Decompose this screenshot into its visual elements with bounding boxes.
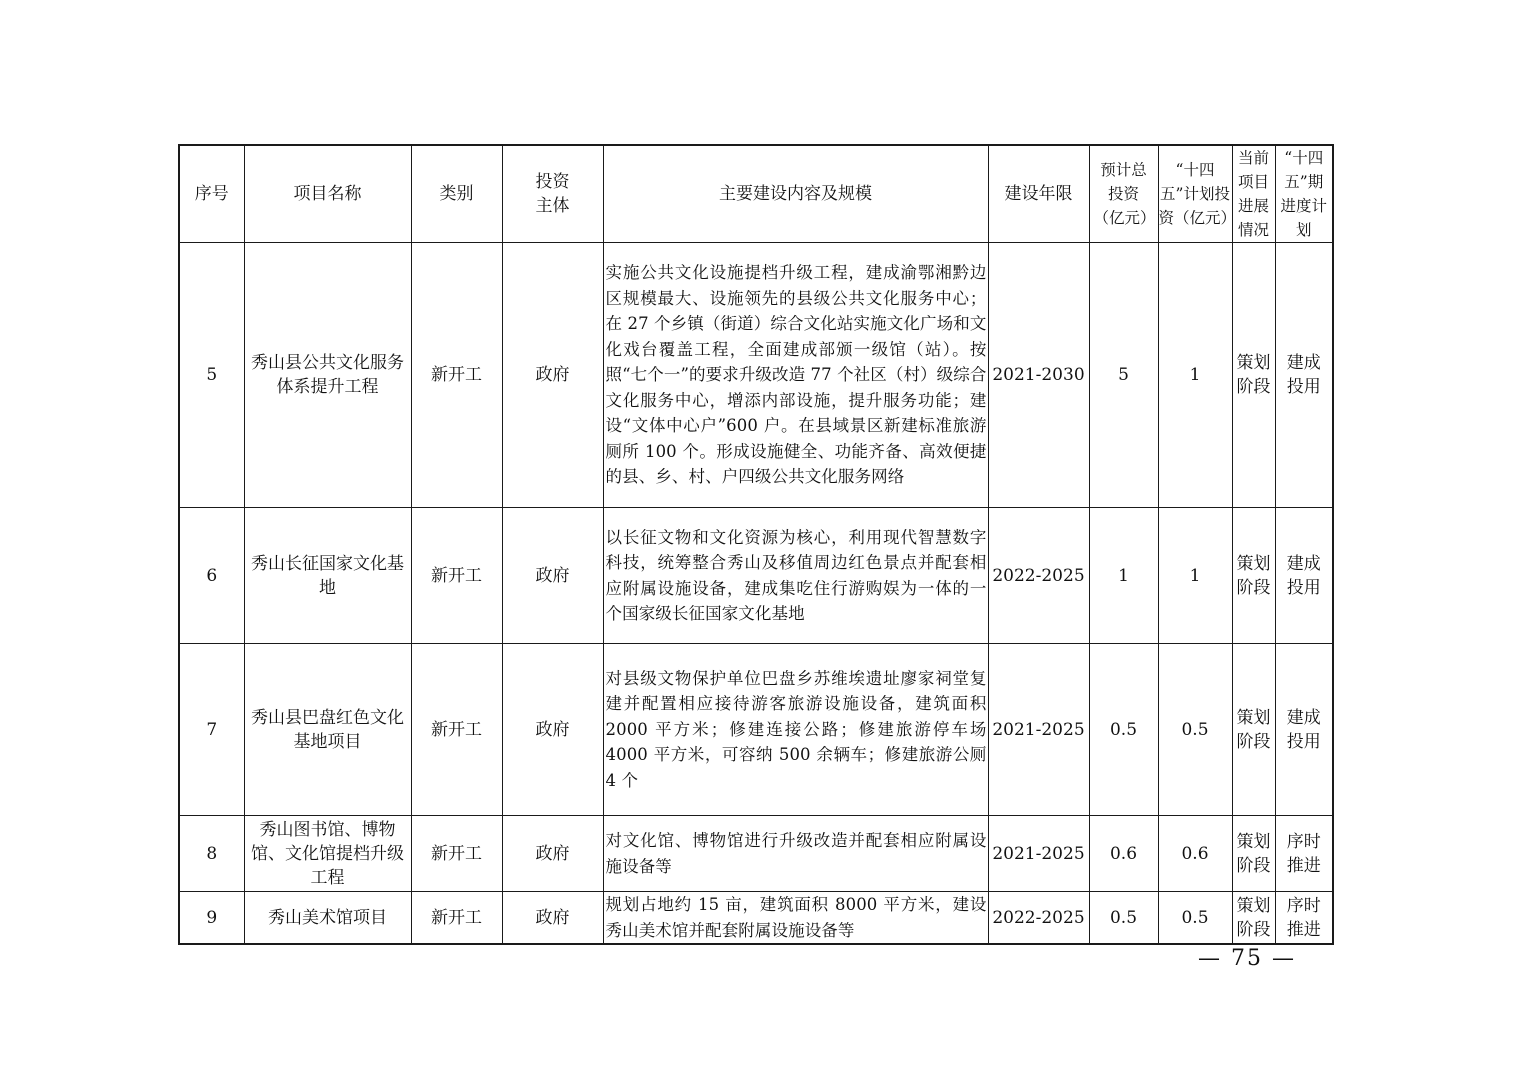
cell-investor: 政府 [502, 816, 603, 892]
cell-schedule: 序时推进 [1275, 892, 1333, 945]
cell-index: 8 [179, 816, 244, 892]
cell-period: 2021-2025 [988, 644, 1089, 816]
table-row [179, 644, 1333, 816]
cell-plan-investment: 1 [1158, 508, 1232, 644]
page-number: — 75 — [1198, 946, 1296, 971]
cell-total-investment: 5 [1089, 243, 1158, 508]
cell-plan-investment: 0.6 [1158, 816, 1232, 892]
header-plan-investment: “十四五”计划投资（亿元） [1158, 145, 1232, 243]
cell-schedule: 建成投用 [1275, 508, 1333, 644]
cell-total-investment: 0.5 [1089, 644, 1158, 816]
cell-category: 新开工 [411, 644, 502, 816]
cell-investor: 政府 [502, 892, 603, 945]
table-header-row [179, 145, 1333, 243]
cell-content: 对县级文物保护单位巴盘乡苏维埃遗址廖家祠堂复建并配置相应接待游客旅游设施设备，建筑面积 2000 平方米；修建连接公路；修建旅游停车场 4000 平方米，可容纳 500 余辆车；修建旅游公厕 4 个 [603, 644, 988, 816]
table-row [179, 892, 1333, 945]
header-investor: 投资主体 [502, 145, 603, 243]
header-name: 项目名称 [244, 145, 411, 243]
cell-name: 秀山美术馆项目 [244, 892, 411, 945]
cell-name: 秀山县巴盘红色文化基地项目 [244, 644, 411, 816]
cell-content: 实施公共文化设施提档升级工程，建成渝鄂湘黔边区规模最大、设施领先的县级公共文化服务中心；在 27 个乡镇（街道）综合文化站实施文化广场和文化戏台覆盖工程，全面建成部颁一级馆（站）。按照“七个一”的要求升级改造 77 个社区（村）级综合文化服务中心，增添内部设施，提升服务功能；建设“文体中心户”600 户。在县域景区新建标准旅游厕所 100 个。形成设施健全、功能齐备、高效便捷的县、乡、村、户四级公共文化服务网络 [603, 243, 988, 508]
cell-content: 对文化馆、博物馆进行升级改造并配套相应附属设施设备等 [603, 816, 988, 892]
header-period: 建设年限 [988, 145, 1089, 243]
cell-name: 秀山县公共文化服务体系提升工程 [244, 243, 411, 508]
table-row [179, 243, 1333, 508]
cell-period: 2022-2025 [988, 892, 1089, 945]
header-total-investment: 预计总投资（亿元） [1089, 145, 1158, 243]
cell-index: 7 [179, 644, 244, 816]
project-table [178, 144, 1334, 945]
cell-name: 秀山长征国家文化基地 [244, 508, 411, 644]
cell-investor: 政府 [502, 508, 603, 644]
cell-total-investment: 1 [1089, 508, 1158, 644]
cell-name: 秀山图书馆、博物馆、文化馆提档升级工程 [244, 816, 411, 892]
cell-content: 以长征文物和文化资源为核心，利用现代智慧数字科技，统筹整合秀山及移值周边红色景点并配套相应附属设施设备，建成集吃住行游购娱为一体的一个国家级长征国家文化基地 [603, 508, 988, 644]
cell-progress: 策划阶段 [1232, 508, 1275, 644]
cell-category: 新开工 [411, 508, 502, 644]
cell-period: 2021-2025 [988, 816, 1089, 892]
cell-plan-investment: 0.5 [1158, 892, 1232, 945]
header-content: 主要建设内容及规模 [603, 145, 988, 243]
cell-index: 6 [179, 508, 244, 644]
cell-total-investment: 0.5 [1089, 892, 1158, 945]
table-row [179, 508, 1333, 644]
cell-category: 新开工 [411, 892, 502, 945]
cell-plan-investment: 1 [1158, 243, 1232, 508]
header-index: 序号 [179, 145, 244, 243]
cell-schedule: 建成投用 [1275, 243, 1333, 508]
cell-index: 5 [179, 243, 244, 508]
cell-schedule: 建成投用 [1275, 644, 1333, 816]
cell-progress: 策划阶段 [1232, 644, 1275, 816]
cell-investor: 政府 [502, 644, 603, 816]
cell-content: 规划占地约 15 亩，建筑面积 8000 平方米，建设秀山美术馆并配套附属设施设备等 [603, 892, 988, 945]
cell-category: 新开工 [411, 243, 502, 508]
cell-category: 新开工 [411, 816, 502, 892]
cell-index: 9 [179, 892, 244, 945]
cell-plan-investment: 0.5 [1158, 644, 1232, 816]
cell-progress: 策划阶段 [1232, 892, 1275, 945]
cell-progress: 策划阶段 [1232, 816, 1275, 892]
header-category: 类别 [411, 145, 502, 243]
cell-period: 2021-2030 [988, 243, 1089, 508]
cell-investor: 政府 [502, 243, 603, 508]
cell-total-investment: 0.6 [1089, 816, 1158, 892]
table-row [179, 816, 1333, 892]
cell-progress: 策划阶段 [1232, 243, 1275, 508]
header-schedule: “十四五”期进度计划 [1275, 145, 1333, 243]
cell-schedule: 序时推进 [1275, 816, 1333, 892]
header-progress: 当前项目进展情况 [1232, 145, 1275, 243]
cell-period: 2022-2025 [988, 508, 1089, 644]
